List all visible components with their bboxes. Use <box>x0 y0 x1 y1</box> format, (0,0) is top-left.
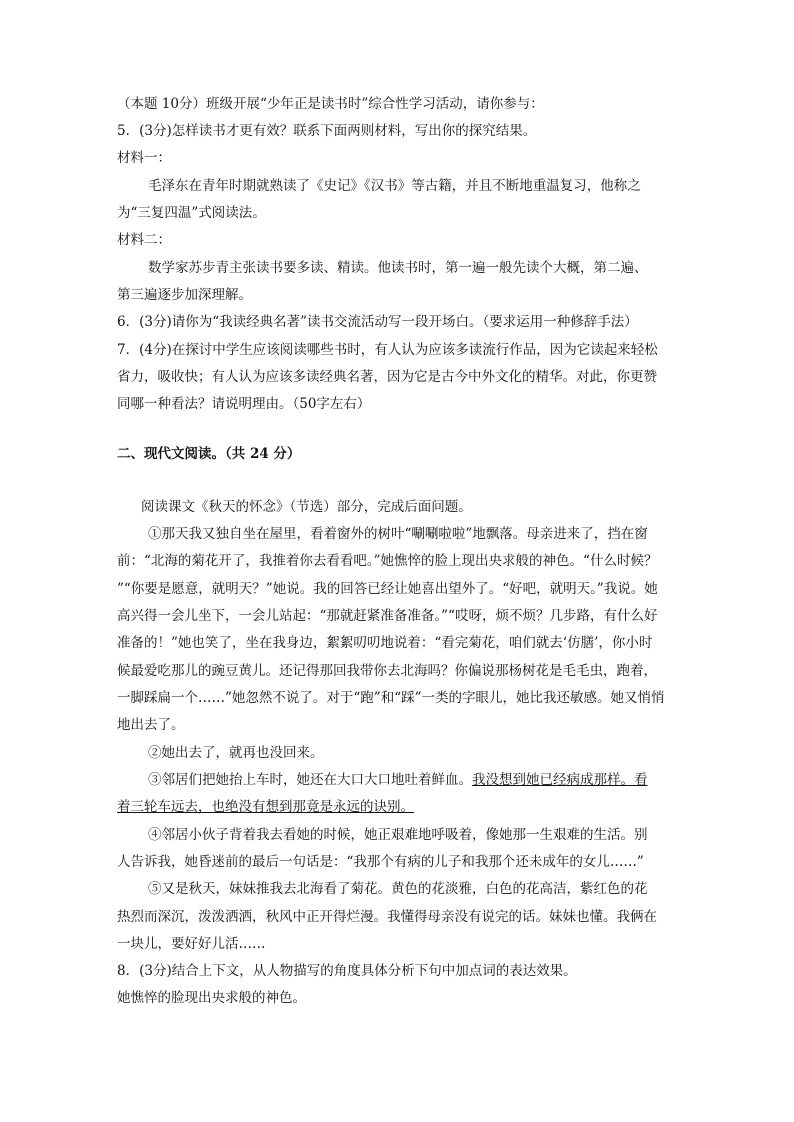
paragraph-5-line: 热烈而深沉，泼泼洒洒，秋风中正开得烂漫。我懂得母亲没有说完的话。妹妹也懂。我俩在 <box>117 909 657 925</box>
paragraph-1-line: 高兴得一会儿坐下，一会儿站起：“那就赶紧准备准备。”“哎呀，烦不烦？几步路，有什么好 <box>117 608 658 624</box>
question-6: 6．(3分)请你为“我读经典名著”读书交流活动写一段开场白。（要求运用一种修辞手法） <box>117 314 638 330</box>
paragraph-3-plain-text: ③邻居们把她抬上车时，她还在大口大口地吐着鲜血。 <box>148 772 472 788</box>
paragraph-1-line: 候最爱吃那儿的豌豆黄儿。还记得那回我带你去北海吗？你偏说那杨树花是毛毛虫，跑着， <box>117 663 657 679</box>
paragraph-2: ②她出去了，就再也没回来。 <box>148 745 324 761</box>
paragraph-5-line: 一块儿，要好好儿活…… <box>117 936 266 952</box>
material-1-text-line-2: 为“三复四温”式阅读法。 <box>117 205 266 221</box>
paragraph-1-line: 前：“北海的菊花开了，我推着你去看看吧。”她憔悴的脸上现出央求般的神色。“什么时候？ <box>117 553 658 569</box>
paragraph-3-line-1 <box>148 770 708 790</box>
material-1-text-line-1: 毛泽东在青年时期就熟读了《史记》《汉书》等古籍，并且不断地重温复习，他称之 <box>148 178 641 194</box>
reading-intro: 阅读课文《秋天的怀念》（节选）部分，完成后面问题。 <box>141 499 472 515</box>
paragraph-1-line: ①那天我又独自坐在屋里，看着窗外的树叶“唰唰啦啦”地飘落。母亲进来了，挡在窗 <box>148 526 648 542</box>
paragraph-4-line: 人告诉我，她昏迷前的最后一句话是：“我那个有病的儿子和我那个还未成年的女儿……” <box>117 854 644 870</box>
material-2-text-line-1: 数学家苏步青主张读书要多读、精读。他读书时，第一遍一般先读个大概，第二遍、 <box>148 260 648 276</box>
paragraph-1-line: 准备的！”她也笑了，坐在我身边，絮絮叨叨地说着：“看完菊花，咱们就去‘仿膳’，你小时 <box>117 635 653 651</box>
paragraph-3-line-2 <box>117 797 677 817</box>
paragraph-1-line: ”“你要是愿意，就明天？”她说。我的回答已经让她喜出望外了。“好吧，就明天。”我说。她 <box>117 581 658 597</box>
question-7-line-1: 7．(4分)在探讨中学生应该阅读哪些书时，有人认为应该多读流行作品，因为它读起来轻松 <box>117 342 658 358</box>
question-7-line-3: 同哪一种看法？请说明理由。（50字左右） <box>117 396 371 412</box>
material-1-label: 材料一： <box>117 150 171 166</box>
paragraph-5-line: ⑤又是秋天，妹妹推我去北海看了菊花。黄色的花淡雅，白色的花高洁，紫红色的花 <box>148 881 648 897</box>
question-5-stem: 5．(3分)怎样读书才更有效？联系下面两则材料，写出你的探究结果。 <box>117 123 537 139</box>
question-8-sentence: 她憔悴的脸现出央求般的神色。 <box>117 990 306 1006</box>
paragraph-1-line: 地出去了。 <box>117 717 185 733</box>
paragraph-4-line: ④邻居小伙子背着我去看她的时候，她正艰难地呼吸着，像她那一生艰难的生活。别 <box>148 827 648 843</box>
material-2-text-line-2: 第三遍逐步加深理解。 <box>117 287 252 303</box>
material-2-label: 材料二： <box>117 232 171 248</box>
paragraph-1-line: 一脚踩扁一个……”她忽然不说了。对于“跑”和“踩”一类的字眼儿，她比我还敏感。她又悄悄 <box>117 690 665 706</box>
section-2-heading: 二、现代文阅读。（共 24 分） <box>117 446 301 462</box>
intro-text: （本题 10分）班级开展“少年正是读书时”综合性学习活动，请你参与： <box>117 96 544 112</box>
underlined-sentence-part-2: 着三轮车远去，也绝没有想到那竟是永远的诀别。 <box>117 799 414 815</box>
question-7-line-2: 省力，吸收快；有人认为应该多读经典名著，因为它是古今中外文化的精华。对此，你更赞 <box>117 369 657 385</box>
underlined-sentence-part-1: 我没想到她已经病成那样。看 <box>472 772 648 788</box>
question-8-stem: 8．(3分)结合上下文，从人物描写的角度具体分析下句中加点词的表达效果。 <box>117 963 577 979</box>
